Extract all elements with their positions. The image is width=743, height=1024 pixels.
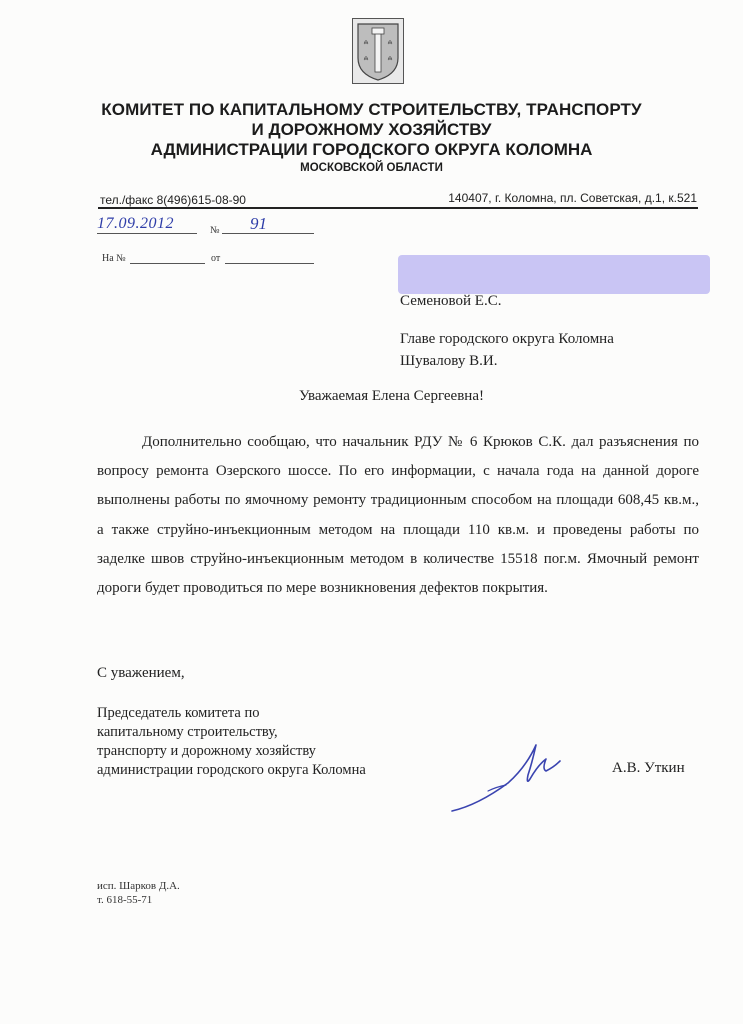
letter-body: Дополнительно сообщаю, что начальник РДУ № 6 Крюков С.К. дал разъяснения по вопросу ремонта Озерского шоссе. По его информации, с начала года на данной дороге выполнены работы по ямочному ремонту традиционным способом на площади 608,45 кв.м., а также струйно-инъекционным методом на площади 110 кв.м. и проведены работы по заделке швов струйно-инъекционным методом в количестве 15518 пог.м. Ямочный ремонт дороги будет проводиться по мере возникновения дефектов покрытия. [97,434,699,597]
position-line-1: Председатель комитета по [97,705,260,721]
coat-of-arms-emblem [352,18,404,84]
copy-recipient-title: Главе городского округа Коломна [400,331,614,347]
letter-greeting: Уважаемая Елена Сергеевна! [299,388,484,404]
position-line-3: транспорту и дорожному хозяйству [97,743,316,759]
date-underline [97,233,197,234]
reply-number-label: На № [102,253,126,264]
handwritten-date: 17.09.2012 [97,215,174,232]
postal-address: 140407, г. Коломна, пл. Советская, д.1, к.521 [448,191,697,205]
copy-recipient-name: Шувалову В.И. [400,353,498,369]
committee-title-line-1: КОМИТЕТ ПО КАПИТАЛЬНОМУ СТРОИТЕЛЬСТВУ, ТРАНСПОРТУ [101,100,642,119]
committee-title-line-3: АДМИНИСТРАЦИИ ГОРОДСКОГО ОКРУГА КОЛОМНА [150,140,593,159]
executor-phone: т. 618-55-71 [97,894,153,906]
number-label: № [210,225,220,236]
handwritten-number: 91 [250,214,267,233]
reply-from-underline [225,263,314,264]
position-line-2: капитальному строительству, [97,724,278,740]
redacted-area [398,255,710,294]
region-subtitle: МОСКОВСКОЙ ОБЛАСТИ [300,162,443,174]
committee-title-line-2: И ДОРОЖНОМУ ХОЗЯЙСТВУ [251,120,492,139]
reply-number-underline [130,263,205,264]
recipient-name: Семеновой Е.С. [400,293,502,309]
number-underline [222,233,314,234]
position-line-4: администрации городского округа Коломна [97,762,366,778]
closing-regards: С уважением, [97,665,185,681]
signer-name: А.В. Уткин [612,760,685,776]
header-divider [98,207,698,209]
handwritten-signature [448,735,568,815]
phone-fax: тел./факс 8(496)615-08-90 [100,193,246,207]
reply-from-label: от [211,253,221,264]
executor-name: исп. Шарков Д.А. [97,880,180,892]
